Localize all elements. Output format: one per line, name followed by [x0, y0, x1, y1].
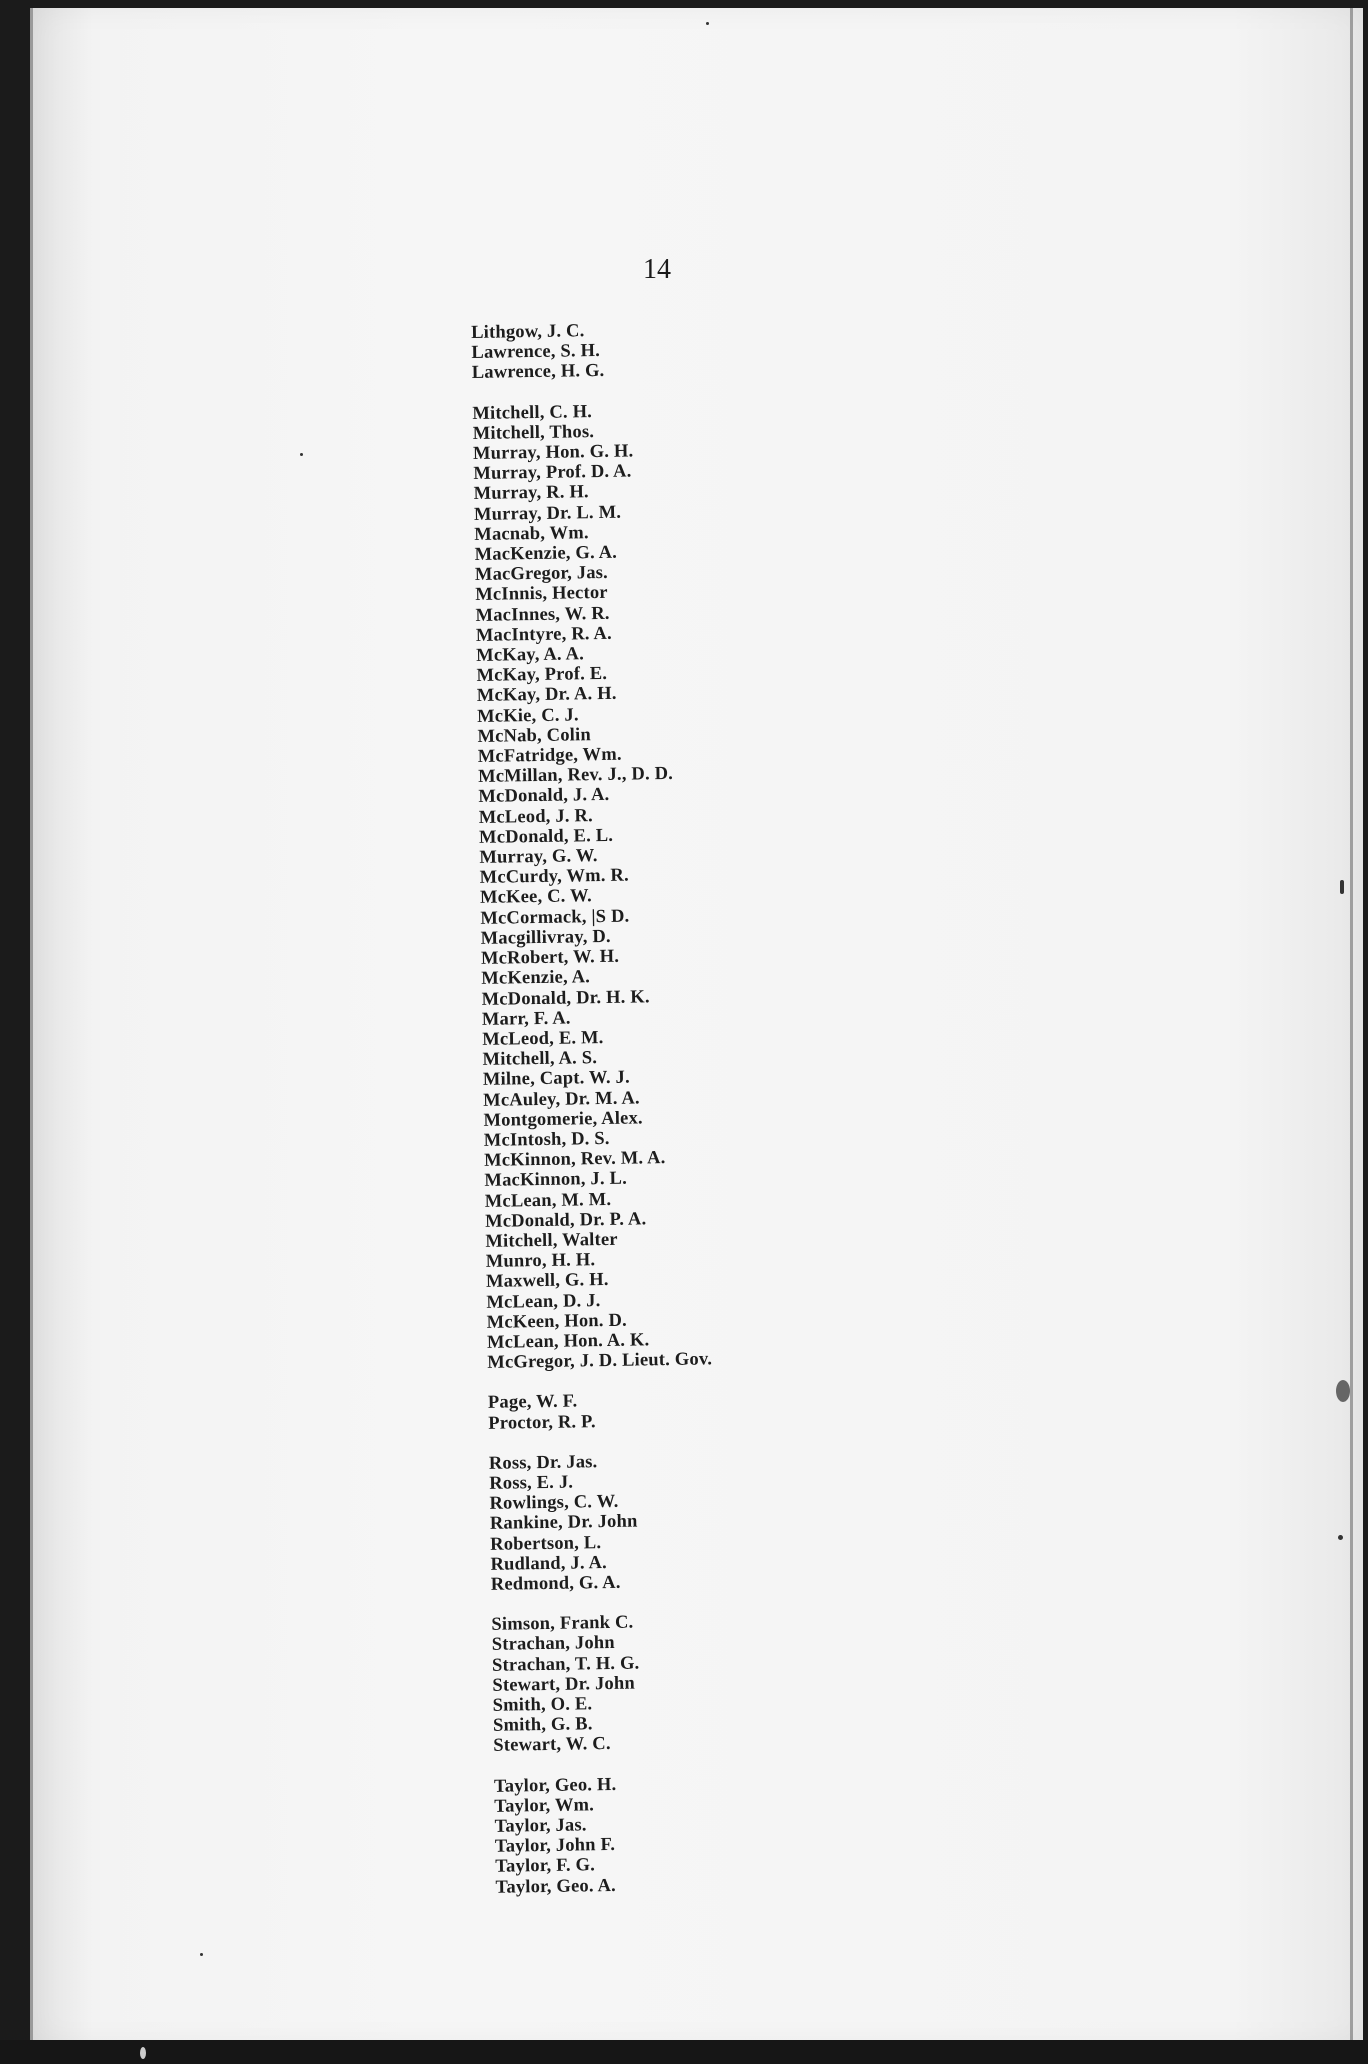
member-name: McMillan, Rev. J., D. D. — [477, 764, 674, 788]
name-group-t — [494, 1770, 916, 1898]
member-name: Strachan, T. H. G. — [491, 1653, 640, 1676]
member-name: Rowlings, C. W. — [489, 1492, 619, 1515]
scan-border-bottom — [0, 2040, 1368, 2064]
member-name: McDonald, Dr. P. A. — [484, 1209, 647, 1232]
member-name: Taylor, F. G. — [495, 1855, 596, 1878]
member-name: Murray, Hon. G. H. — [472, 441, 634, 464]
scan-speck — [200, 1953, 203, 1956]
member-name: McLean, M. M. — [484, 1189, 612, 1212]
member-name: Taylor, Geo. A. — [495, 1875, 617, 1898]
member-name: McInnis, Hector — [475, 583, 608, 606]
member-name: Strachan, John — [491, 1633, 615, 1656]
member-name: Taylor, John F. — [494, 1835, 616, 1858]
member-name: MacKinnon, J. L. — [484, 1168, 628, 1192]
member-name: Redmond, G. A. — [490, 1572, 621, 1595]
member-name: McKenzie, A. — [481, 967, 591, 990]
member-name: MacGregor, Jas. — [474, 563, 609, 586]
member-name: McRobert, W. H. — [480, 946, 620, 970]
scan-speck — [1338, 1535, 1343, 1540]
member-name: MacInnes, W. R. — [475, 603, 610, 626]
member-name: Mitchell, C. H. — [472, 401, 593, 424]
member-name: McLean, D. J. — [486, 1290, 601, 1313]
member-name: McLeod, J. R. — [478, 805, 594, 828]
member-name: Ross, Dr. Jas. — [488, 1451, 598, 1474]
name-group-m — [472, 397, 907, 1373]
member-name: McKay, Prof. E. — [476, 664, 608, 687]
page-number: 14 — [643, 254, 671, 285]
member-name: Montgomerie, Alex. — [483, 1108, 643, 1131]
member-name: McLean, Hon. A. K. — [486, 1330, 650, 1353]
scan-speck — [1340, 880, 1344, 894]
member-name: McDonald, E. L. — [478, 825, 614, 848]
member-name: Lawrence, S. H. — [471, 341, 601, 364]
member-name: McDonald, J. A. — [478, 785, 610, 808]
member-name: McCormack, |S D. — [480, 906, 630, 929]
member-name: McKinnon, Rev. M. A. — [484, 1148, 666, 1172]
member-name: Proctor, R. P. — [488, 1411, 596, 1434]
member-name: Ross, E. J. — [489, 1472, 574, 1494]
member-name: Macnab, Wm. — [474, 523, 589, 545]
name-group-l — [471, 316, 892, 383]
name-group-s — [491, 1608, 913, 1756]
member-name: McAuley, Dr. M. A. — [483, 1087, 640, 1111]
member-name: MacKenzie, G. A. — [474, 542, 618, 566]
member-name: McKie, C. J. — [477, 705, 579, 727]
scan-speck — [300, 453, 303, 456]
member-name: McKeen, Hon. D. — [486, 1310, 628, 1333]
member-name: McFatridge, Wm. — [477, 744, 622, 768]
member-name: Mitchell, Walter — [485, 1229, 618, 1252]
member-name: McDonald, Dr. H. K. — [481, 986, 650, 1010]
member-name: Lithgow, J. C. — [471, 321, 585, 343]
member-name: Murray, R. H. — [473, 482, 589, 505]
member-name: Taylor, Wm. — [494, 1795, 595, 1817]
member-name: Stewart, W. C. — [493, 1734, 611, 1757]
page-edge — [1350, 8, 1353, 2043]
member-name: McNab, Colin — [477, 725, 592, 747]
member-name: McCurdy, Wm. R. — [479, 865, 629, 889]
member-name: Milne, Capt. W. J. — [482, 1067, 631, 1091]
member-name: Lawrence, H. G. — [471, 361, 605, 384]
member-name: Macgillivray, D. — [480, 926, 611, 949]
scan-speck — [140, 2047, 146, 2059]
member-name: Stewart, Dr. John — [492, 1673, 636, 1696]
member-name: Mitchell, Thos. — [472, 421, 595, 444]
member-name: Marr, F. A. — [481, 1008, 571, 1030]
member-name: Smith, G. B. — [492, 1714, 593, 1737]
member-name: Simson, Frank C. — [491, 1612, 634, 1636]
member-name: Murray, Dr. L. M. — [473, 502, 622, 525]
member-name: McKay, A. A. — [476, 644, 585, 667]
member-name: Smith, O. E. — [492, 1694, 593, 1716]
member-name: McGregor, J. D. Lieut. Gov. — [487, 1349, 713, 1374]
member-name: McKee, C. W. — [479, 886, 593, 909]
member-name: Robertson, L. — [490, 1532, 602, 1555]
member-name: Page, W. F. — [487, 1391, 578, 1414]
member-name: Taylor, Geo. H. — [493, 1774, 617, 1797]
member-name: McLeod, E. M. — [482, 1027, 604, 1050]
member-name: Taylor, Jas. — [494, 1815, 587, 1837]
name-group-p — [488, 1387, 909, 1434]
member-name: Maxwell, G. H. — [485, 1270, 609, 1293]
name-group-r — [489, 1447, 911, 1595]
member-name: McIntosh, D. S. — [483, 1128, 610, 1151]
member-name: Murray, G. W. — [479, 846, 598, 869]
member-name: Rudland, J. A. — [490, 1552, 608, 1575]
member-name: Munro, H. H. — [485, 1250, 596, 1273]
member-name: Mitchell, A. S. — [482, 1048, 598, 1071]
scan-speck — [706, 22, 709, 25]
member-name: Murray, Prof. D. A. — [473, 461, 632, 485]
member-name: McKay, Dr. A. H. — [476, 684, 617, 707]
member-name-list — [471, 316, 916, 1917]
member-name: MacIntyre, R. A. — [475, 623, 612, 646]
scan-speck — [1336, 1380, 1350, 1402]
member-name: Rankine, Dr. John — [489, 1511, 638, 1535]
